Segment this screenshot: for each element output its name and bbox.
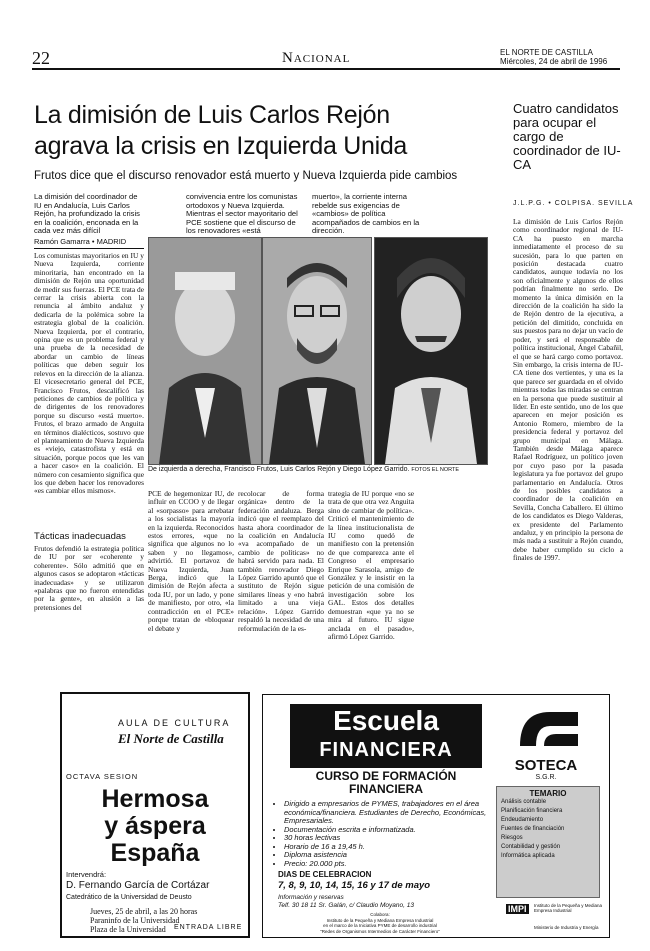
article-col-4: trategia de IU porque «no se trata de que otra vez Anguita sino de cambiar de política». Criticó el mantenimiento de la línea institucionalista de IU como quedó de manifiesto con la pretensión de que comparezca ante el Congreso el empresario Enrique Sarasola, amigo de González y le insistir en la petición de una comisión de investigación sobre los GAL. Estos dos detalles demuestran «que ya no se mira al futuro. IU sigue anclada en el pasado», afirmó López Garrido. <box>328 490 414 641</box>
feature-item: • Horario de 16 a 19,45 h. <box>284 843 496 852</box>
collab-line-1: Instituto de la Pequeña y Mediana Empresa Industrial <box>326 917 434 923</box>
soteca-emblem-icon <box>500 706 592 752</box>
photo-credit: FOTOS EL NORTE <box>411 467 459 473</box>
temario-item: Informática aplicada <box>501 853 555 859</box>
soteca-name: SOTECA <box>514 757 578 774</box>
event-place-1: Paraninfo de la Universidad <box>90 916 180 925</box>
course-line-2: FINANCIERA <box>349 782 423 796</box>
photo-caption <box>148 466 508 473</box>
sidebar-byline: J.L.P.G. • COLPISA. SEVILLA <box>513 200 634 207</box>
norte-logo: El Norte de Castilla <box>118 731 224 746</box>
feature-item: • Dirigido a empresarios de PYMES, trabajadores en el área económica/financiera. Estudiantes de Derecho, Económicas, Empresariales. <box>284 800 496 826</box>
temario-item: Riesgos <box>501 835 523 841</box>
article-col-1b: Frutos defendió la estrategia política de IU por ser «coherente y coherente». Sólo admitió que en algunos casos se adoptaron «tácticas inadecuadas» y se utilizaron «palabras que no fueron entendidas por la gente», en alusión a las pretensiones del <box>34 545 144 612</box>
info-label: Información y reservas <box>278 894 344 901</box>
soteca-sub: S.G.R. <box>535 774 557 781</box>
section-title: Nacional <box>282 50 351 66</box>
temario-item: Contabilidad y gestión <box>501 844 561 850</box>
byline: Ramón Gamarra • MADRID <box>34 237 144 249</box>
title-line-3: España <box>110 839 200 867</box>
lead-col-2: convivencia entre los comunistas ortodoxos y Nueva Izquierda. Mientras el sector mayoritario del PCE sostiene que el discurso de los renovadores «está <box>186 192 298 236</box>
photo-lopez-garrido <box>374 237 488 465</box>
days-label: DIAS DE CELEBRACION <box>278 870 372 879</box>
speaker-name: D. Fernando García de Cortázar <box>66 880 210 891</box>
impi-logo: IMPI <box>508 904 527 914</box>
portrait-image <box>263 238 371 464</box>
title-line-1: Hermosa <box>101 785 209 813</box>
portrait-image <box>149 238 261 464</box>
header-rule <box>32 68 620 70</box>
temario-item: Fuentes de financiación <box>501 826 565 832</box>
portrait-image <box>375 238 487 464</box>
article-col-3: recolocar de forma orgánica» dentro de la federación andaluza. Berga indicó que el reemplazo del hasta ahora coordinador de la coalición en Andalucía «va acompañado de un cambio de políticas» no habrá servido para nada. El también renovador Diego López Garrido apuntó que el sustituto de Rejón sigue similares líneas y «no habrá limitado a una vieja relación». López Garrido respaldó la necesidad de una reformulación de la es- <box>238 490 324 633</box>
col1-subtitle: Tácticas inadecuadas <box>34 531 126 542</box>
feature-item: • 30 horas lectivas <box>284 834 496 843</box>
soteca-logo <box>500 706 592 781</box>
aula-label: AULA DE CULTURA <box>118 718 231 728</box>
sidebar-title: Cuatro candidatos para ocupar el cargo de coordinador de IU-CA <box>513 101 621 172</box>
course-line-1: CURSO DE FORMACIÓN <box>315 769 457 783</box>
temario-title: TEMARIO <box>529 789 567 798</box>
escuela-line-2: FINANCIERA <box>319 739 453 761</box>
page-number: 22 <box>32 48 50 68</box>
temario-box <box>496 786 600 898</box>
temario-item: Endeudamiento <box>501 817 544 823</box>
photo-frutos <box>148 237 262 465</box>
ministry-text: Ministerio de Industria y Energía <box>534 925 599 930</box>
impi-text: Instituto de la Pequeña y Mediana Empresa Industrial <box>534 903 603 913</box>
lead-col-3: muerto», la corriente interna rebelde sus exigencias de «cambios» de política acompañados de cambios en la dirección. <box>312 192 420 236</box>
conference-title <box>60 786 250 867</box>
speaker-role: Catedrático de la Universidad de Deusto <box>66 894 192 901</box>
feature-item: • Precio: 20.000 pts. <box>284 860 496 869</box>
temario-item: Planificación financiera <box>501 808 563 814</box>
collab-label: Colabora: <box>370 912 390 917</box>
subheadline: Frutos dice que el discurso renovador está muerto y Nueva Izquierda pide cambios <box>34 170 458 182</box>
publication-name: EL NORTE DE CASTILLA <box>500 48 593 57</box>
headline: La dimisión de Luis Carlos Rejón agrava la crisis en Izquierda Unida <box>34 101 408 160</box>
feature-item: • Diploma asistencia <box>284 851 496 860</box>
title-line-2: y áspera <box>104 812 206 840</box>
course-features <box>272 800 496 868</box>
lead-col-1: La dimisión del coordinador de IU en Andalucía, Luis Carlos Rejón, ha profundizado la crisis en la coalición, enconada en la cada vez más difícil <box>34 192 140 236</box>
entry-free: ENTRADA LIBRE <box>174 924 243 931</box>
caption-text: De izquierda a derecha, Francisco Frutos, Luis Carlos Rejón y Diego López Garrido. <box>148 466 410 473</box>
session-label: OCTAVA SESION <box>66 772 139 781</box>
event-place-2: Plaza de la Universidad <box>90 925 166 934</box>
escuela-logo <box>290 704 482 768</box>
feature-item: • Documentación escrita e informatizada. <box>284 826 496 835</box>
event-date: Jueves, 25 de abril, a las 20 horas <box>90 907 198 916</box>
article-col-1: Los comunistas mayoritarios en IU y Nueva Izquierda, corriente minoritaria, han encontrado en la dimisión de Rejón una oportunidad de medir sus fuerzas. El PCE trata de cerrar la crisis abierta con la renuncia al ámbito andaluz y dedicarla de la polémica sobre la estrategia global de la coalición. Nueva Izquierda, por el contrario, opina que es un problema federal y una prueba de la necesidad de abordar un cambio de líneas políticas que deben seguir los relevos en la dirección de la alianza. El vicesecretario general del PCE, Francisco Frutos, descalificó las peticiones de cambios de política y de dirigentes de los renovadores porque su discurso «está muerto». Frutos, el brazo armado de Anguita en términos dialécticos, sostuvo que el planteamiento de Nueva Izquierda es «viejo, catastrofista y está en situación, porque pocos que les van a hacer caso» en la coalición. El número con cesamiento significa que los que deben hacer los renovadores «es cambiar ellos mismos». <box>34 252 144 496</box>
days-list: 7, 8, 9, 10, 14, 15, 16 y 17 de mayo <box>278 880 431 891</box>
publication-info <box>500 48 607 66</box>
collab-line-2: en el marco de la Iniciativa PYME de desarrollo industrial <box>323 923 437 928</box>
publication-date: Miércoles, 24 de abril de 1996 <box>500 57 608 66</box>
info-phone: Telf. 30 18 11 Sr. Galán, c/ Claudio Moyano, 13 <box>278 902 414 909</box>
course-title <box>286 770 486 796</box>
sidebar-text: La dimisión de Luis Carlos Rejón como coordinador regional de IU-CA ha puesto en marcha inmediatamente el proceso de su sucesión, para lo que parten en posición destacada cuatro candidatos, aunque todavía no los son oficialmente y algunos de ellos podrían finalmente no serlo. De momento la única dimisión en la dirección de la coalición ha sido la de Rejón dentro de la ejecutiva, a petición del dimitido, concluida en sus puestos para no dejar un vacío de poder, y será el responsable de política institucional, Ángel Cabañil, el que se hará cargo como portavoz. Sin embargo, la crisis interna de IU-CA tiene dos vertientes, y una es la que parece ser guardada en el olvido mientras todas las miradas se centran en la persona que puede sustituir al líder. En este sentido, uno de los que aparecen en mejor posición es Antonio Romero, miembro de la presidencia federal y portavoz del grupo municipal en Málaga. También desde Málaga aparece Rafael Rodríguez, un político joven por cuyo paso por la pasada legislatura ya fue portavoz del grupo parlamentario en Andalucía. Otros de los posibles candidatos a coordinador de la coalición en Sevilla, Concha Caballero. El último de los candidatos es Diego Valderas, ex presidente del Parlamento andaluz, y en principio la persona de más nada a sustituir a Rejón cuando, debe haber cumplido su ciclo a finales de 1997. <box>513 218 623 563</box>
intervention-label: Intervendrá: <box>66 870 107 879</box>
escuela-line-1: Escuela <box>333 705 439 736</box>
collab-line-3: "Redes de Organismos Intermedios de Carácter Financiero" <box>320 928 440 934</box>
article-col-2: PCE de hegemonizar IU, de influir en CCOO y de llegar al «sorpasso» para arrebatar a los socialistas la mayoría en la izquierda. Reconocidos estos errores, «que no significa que algunos no lo saben y no llegamos», advirtió. El portavoz de Nueva Izquierda, Juan Berga, indicó que la dimisión de Rejón afecta a toda IU, por un lado, y pone de manifiesto, por otro, «la contradicción en el PCE» porque tratan de «bloquear el debate y <box>148 490 234 633</box>
photo-rejon <box>262 237 372 465</box>
temario-item: Análisis contable <box>501 799 547 805</box>
collaboration <box>280 912 480 934</box>
